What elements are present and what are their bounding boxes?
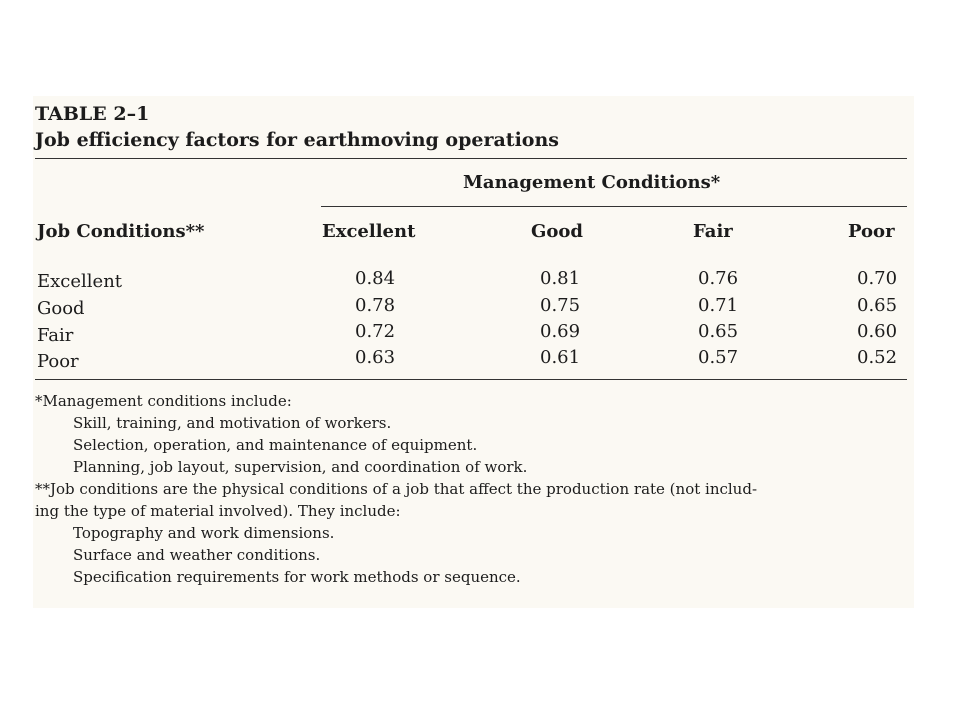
table-footnotes — [35, 390, 911, 588]
column-header-poor: Poor — [848, 221, 895, 242]
column-header-fair: Fair — [693, 221, 733, 242]
job-footnote-intro-line-2: ing the type of material involved). They include: — [35, 502, 401, 520]
management-conditions-header: Management Conditions* — [463, 172, 721, 193]
job-conditions-header: Job Conditions** — [37, 221, 205, 242]
management-footnote-item: Planning, job layout, supervision, and coordination of work. — [73, 458, 528, 476]
table-cell: 0.72 — [355, 321, 396, 342]
management-footnote-item: Skill, training, and motivation of workers. — [73, 414, 392, 432]
table-cell: 0.75 — [540, 295, 581, 316]
column-header-good: Good — [531, 221, 583, 242]
top-rule — [35, 158, 907, 159]
bottom-rule — [35, 379, 907, 380]
table-cell: 0.57 — [698, 347, 739, 368]
table-cell: 0.52 — [857, 347, 898, 368]
table-cell: 0.71 — [698, 295, 739, 316]
table-cell: 0.70 — [857, 268, 898, 289]
row-label-excellent: Excellent — [37, 271, 123, 292]
table-cell: 0.60 — [857, 321, 898, 342]
table-caption: Job efficiency factors for earthmoving operations — [35, 129, 559, 151]
row-label-poor: Poor — [37, 351, 79, 372]
scanned-table-page — [33, 96, 914, 608]
table-number: TABLE 2–1 — [35, 103, 150, 125]
row-label-fair: Fair — [37, 325, 74, 346]
table-cell: 0.76 — [698, 268, 739, 289]
table-cell: 0.81 — [540, 268, 581, 289]
management-footnote-intro: *Management conditions include: — [35, 392, 292, 410]
table-cell: 0.63 — [355, 347, 396, 368]
job-footnote-item: Specification requirements for work methods or sequence. — [73, 568, 521, 586]
job-footnote-item: Topography and work dimensions. — [73, 524, 335, 542]
column-header-excellent: Excellent — [322, 221, 416, 242]
table-cell: 0.69 — [540, 321, 581, 342]
table-cell: 0.65 — [857, 295, 898, 316]
table-cell: 0.65 — [698, 321, 739, 342]
row-label-good: Good — [37, 298, 85, 319]
management-footnote-item: Selection, operation, and maintenance of equipment. — [73, 436, 478, 454]
job-footnote-intro-line-1: **Job conditions are the physical conditions of a job that affect the production rate (not includ- — [35, 480, 758, 498]
management-header-rule — [321, 206, 907, 207]
table-cell: 0.61 — [540, 347, 581, 368]
table-cell: 0.84 — [355, 268, 396, 289]
table-cell: 0.78 — [355, 295, 396, 316]
job-footnote-item: Surface and weather conditions. — [73, 546, 321, 564]
